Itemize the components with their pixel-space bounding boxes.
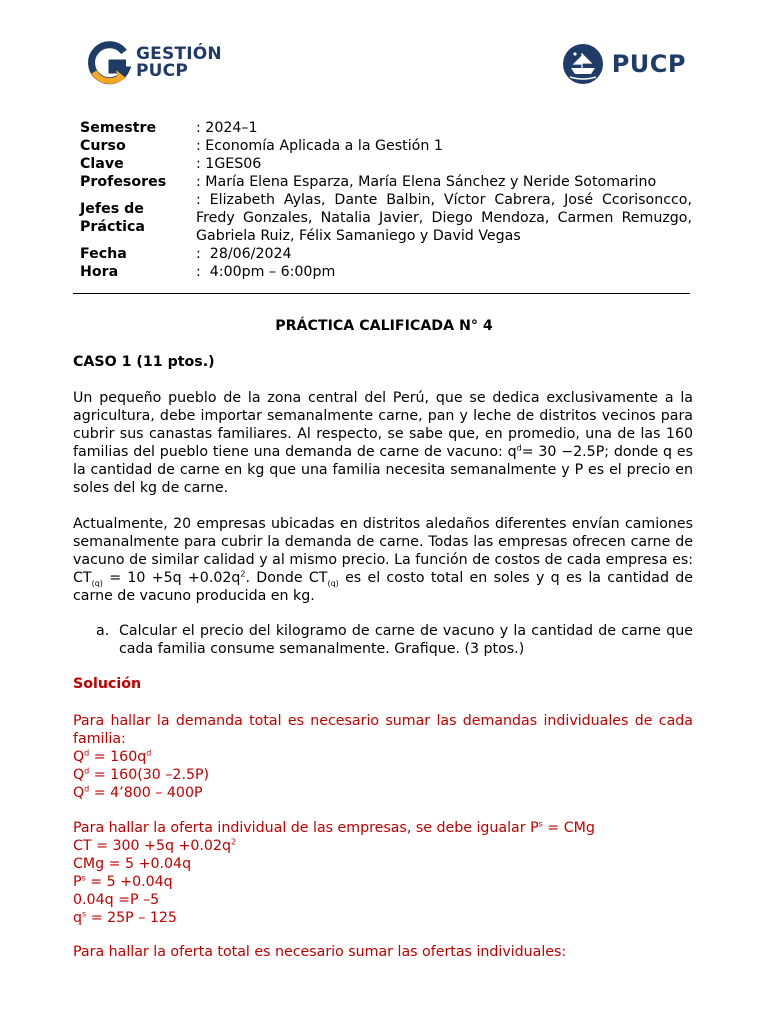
solution-supply-block — [73, 819, 693, 927]
equation-line — [73, 837, 693, 855]
info-value: : 2024–1 — [196, 120, 258, 136]
superscript: d — [84, 748, 90, 758]
text-run: Q — [73, 749, 85, 765]
info-label: Curso — [80, 138, 126, 154]
superscript: 2 — [240, 569, 246, 579]
text-run: Q — [73, 785, 85, 801]
text-run: = 5 +0.04q — [85, 874, 173, 890]
info-label: Clave — [80, 156, 124, 172]
info-value: : 28/06/2024 — [196, 246, 292, 262]
text-run: CT = 300 +5q +0.02q — [73, 838, 231, 854]
equation-line: CMg = 5 +0.04q — [73, 856, 192, 872]
page-title: PRÁCTICA CALIFICADA N° 4 — [275, 318, 493, 334]
text-run: Un pequeño pueblo de la zona central del Perú, que se dedica exclusivamente a la agricultura, debe importar semanalmente carne, pan y leche de distritos vecinos para cubrir sus canastas familiares. Al respecto, se sabe que, en promedio, una de las 160 familias del pueblo tiene una demanda de carne de vacuno: q — [73, 390, 693, 460]
solution-text — [73, 819, 693, 837]
question-text: Calcular el precio del kilogramo de carne de vacuno y la cantidad de carne que cada familia consume semanalmente. Grafique. (3 ptos.) — [119, 623, 693, 657]
superscript: 2 — [230, 837, 237, 847]
info-label — [80, 191, 196, 245]
superscript: s — [538, 819, 543, 829]
gestion-logo-text — [136, 46, 222, 80]
exam-info — [80, 119, 692, 281]
pucp-logo-text: PUCP — [611, 50, 686, 78]
subscript: (q) — [327, 578, 339, 588]
pucp-logo — [562, 42, 686, 86]
info-label-line: Práctica — [80, 219, 146, 235]
info-label: Hora — [80, 264, 119, 280]
solution-text: Para hallar la demanda total es necesario sumar las demandas individuales de cada familia: — [73, 713, 693, 747]
case-paragraph-2 — [73, 515, 693, 605]
info-value: : Elizabeth Aylas, Dante Balbin, Víctor Cabrera, José Ccorisoncco, Fredy Gonzales, Natalia Javier, Diego Mendoza, Carmen Remuzgo, Gabriela Ruiz, Félix Samaniego y David Vegas — [196, 192, 692, 244]
text-run: = 160q — [89, 749, 147, 765]
text-run: = 25P – 125 — [86, 910, 177, 926]
text-run: = 160(30 –2.5P) — [89, 767, 210, 783]
superscript: d — [84, 784, 90, 794]
info-row-hora — [80, 263, 692, 281]
info-row-profesores — [80, 173, 692, 191]
text-run: q — [73, 910, 83, 926]
text-run: Para hallar la oferta individual de las empresas, se debe igualar P — [73, 820, 539, 836]
text-run: = CMg — [542, 820, 595, 836]
info-value: : Economía Aplicada a la Gestión 1 — [196, 138, 443, 154]
logo-line-2: PUCP — [136, 61, 188, 81]
superscript: s — [81, 873, 86, 883]
text-run: = 10 +5q +0.02q — [102, 570, 241, 586]
solution-heading: Solución — [73, 676, 142, 692]
text-run: es el costo total en soles y q es la cantidad de carne de vacuno producida en kg. — [73, 570, 693, 604]
superscript: d — [516, 443, 522, 453]
header-divider — [73, 293, 690, 294]
superscript: s — [82, 909, 87, 919]
text-run: . Donde CT — [245, 570, 328, 586]
info-row-jefes — [80, 191, 692, 245]
text-run: = 4’800 – 400P — [89, 785, 203, 801]
text-run: = 30 −2.5P; donde q es la cantidad de carne en kg que una familia necesita semanalmente y P es el precio en soles del kg de carne. — [73, 444, 693, 496]
gestion-pucp-logo — [86, 40, 222, 86]
info-label: Semestre — [80, 120, 157, 136]
equation-line — [73, 909, 693, 927]
info-value: : 1GES06 — [196, 156, 262, 172]
info-label-line: Jefes de — [80, 201, 144, 217]
text-run: Actualmente, 20 empresas ubicadas en distritos aledaños diferentes envían camiones semanalmente para cubrir la demanda de carne. Todas las empresas ofrecen carne de vacuno de similar calidad y al mismo precio. La función de costos de cada empresa es: CT — [73, 516, 693, 586]
question-item-a — [96, 622, 693, 658]
superscript: d — [84, 766, 90, 776]
info-label: Fecha — [80, 246, 127, 262]
logo-line-1: GESTIÓN — [136, 44, 222, 64]
solution-text: Para hallar la oferta total es necesario sumar las ofertas individuales: — [73, 944, 567, 960]
info-row-fecha — [80, 245, 692, 263]
equation-line — [73, 748, 693, 766]
case-paragraph-1 — [73, 389, 693, 497]
equation-line — [73, 873, 693, 891]
superscript: d — [146, 748, 152, 758]
pucp-seal-icon — [562, 43, 604, 85]
subscript: (q) — [91, 578, 103, 588]
info-label: Profesores — [80, 174, 167, 190]
info-row-semestre — [80, 119, 692, 137]
list-marker: a. — [96, 623, 110, 639]
equation-line — [73, 784, 693, 802]
equation-line — [73, 766, 693, 784]
info-row-curso — [80, 137, 692, 155]
gestion-g-icon — [86, 40, 132, 86]
info-value: : 4:00pm – 6:00pm — [196, 264, 336, 280]
info-value: : María Elena Esparza, María Elena Sánchez y Neride Sotomarino — [196, 174, 657, 190]
equation-line: 0.04q =P –5 — [73, 892, 160, 908]
solution-total-supply-block — [73, 943, 693, 961]
case-heading: CASO 1 (11 ptos.) — [73, 354, 215, 370]
info-row-clave — [80, 155, 692, 173]
text-run: Q — [73, 767, 85, 783]
text-run: P — [73, 874, 82, 890]
solution-demand-block — [73, 712, 693, 802]
